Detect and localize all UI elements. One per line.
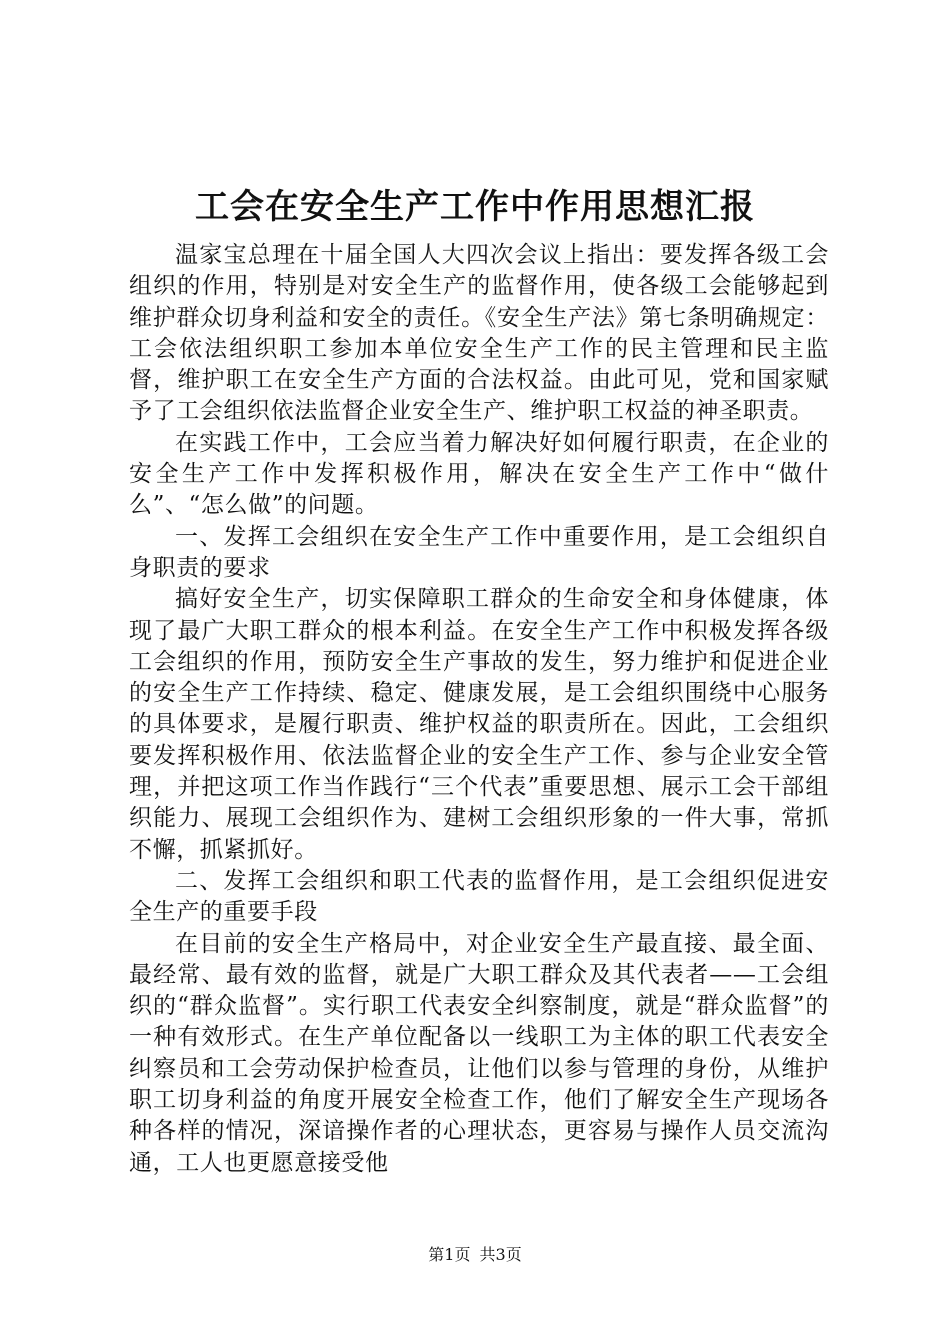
paragraph-practice: 在实践工作中，工会应当着力解决好如何履行职责，在企业的安全生产工作中发挥积极作用，解决在安全生产工作中“做什么”、“怎么做”的问题。	[129, 429, 829, 519]
page-total: 共3页	[479, 1245, 522, 1264]
document-body	[129, 240, 829, 1179]
section-heading-1: 一、发挥工会组织在安全生产工作中重要作用，是工会组织自身职责的要求	[129, 523, 829, 581]
document-title: 工会在安全生产工作中作用思想汇报	[195, 187, 755, 227]
paragraph-section-2: 在目前的安全生产格局中，对企业安全生产最直接、最全面、最经常、最有效的监督，就是广大职工群众及其代表者——工会组织的“群众监督”。实行职工代表安全纠察制度，就是“群众监督”的一种有效形式。在生产单位配备以一线职工为主体的职工代表安全纠察员和工会劳动保护检查员，让他们以参与管理的身份，从维护职工切身利益的角度开展安全检查工作，他们了解安全生产现场各种各样的情况，深谙操作者的心理状态，更容易与操作人员交流沟通，工人也更愿意接受他	[129, 930, 829, 1176]
page-footer	[0, 1244, 950, 1266]
section-heading-2: 二、发挥工会组织和职工代表的监督作用，是工会组织促进安全生产的重要手段	[129, 867, 829, 926]
paragraph-section-1: 搞好安全生产，切实保障职工群众的生命安全和身体健康，体现了最广大职工群众的根本利益。在安全生产工作中积极发挥各级工会组织的作用，预防安全生产事故的发生，努力维护和促进企业的安全生产工作持续、稳定、健康发展，是工会组织围绕中心服务的具体要求，是履行职责、维护权益的职责所在。因此，工会组织要发挥积极作用、依法监督企业的安全生产工作、参与企业安全管理，并把这项工作当作践行“三个代表”重要思想、展示工会干部组织能力、展现工会组织作为、建树工会组织形象的一件大事，常抓不懈，抓紧抓好。	[129, 586, 829, 863]
page-number: 第1页	[428, 1245, 471, 1264]
paragraph-intro: 温家宝总理在十届全国人大四次会议上指出：要发挥各级工会组织的作用，特别是对安全生产的监督作用，使各级工会能够起到维护群众切身利益和安全的责任。《安全生产法》第七条明确规定：工会依法组织职工参加本单位安全生产工作的民主管理和民主监督，维护职工在安全生产方面的合法权益。由此可见，党和国家赋予了工会组织依法监督企业安全生产、维护职工权益的神圣职责。	[129, 242, 829, 425]
